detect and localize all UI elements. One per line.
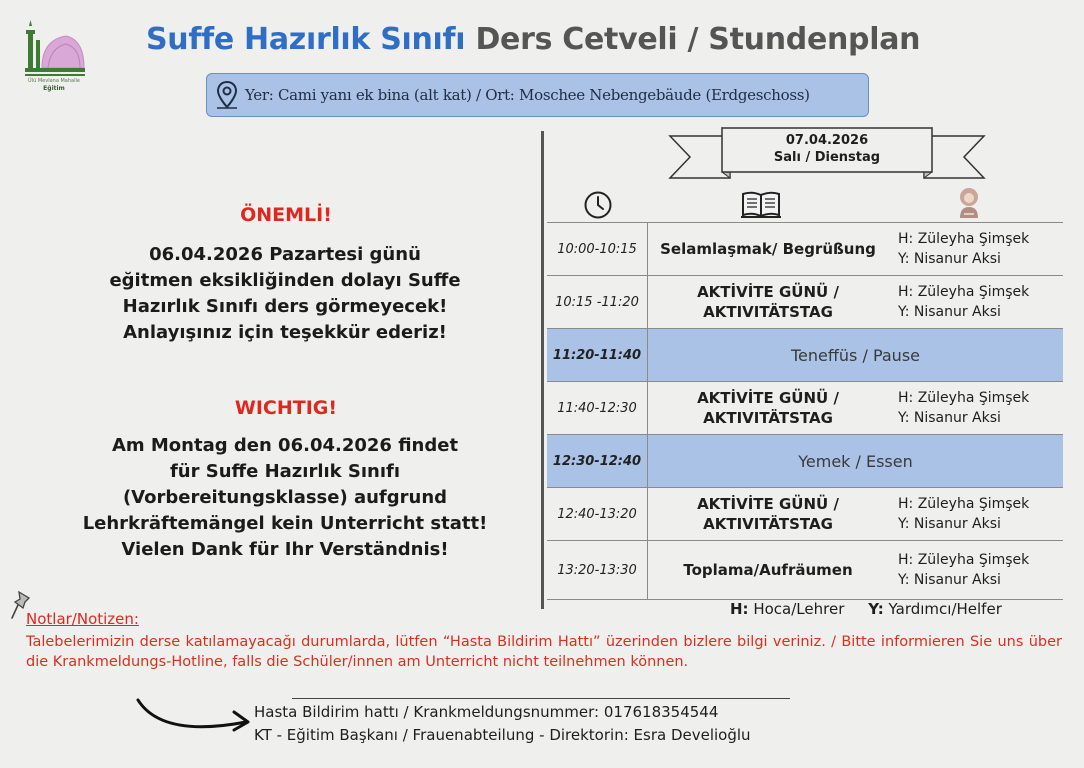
row-staff [888,541,1063,599]
logo-subtitle: Ülü Mevlana Mahalle [28,78,80,84]
row-teacher: H: Züleyha Şimşek [898,496,1030,512]
clock-icon [583,190,613,220]
teacher-icon [956,186,982,220]
schedule-row [547,487,1063,540]
row-time: 12:40-13:20 [547,488,648,540]
notice-de-body [40,433,530,563]
notice-tr-line: eğitmen eksikliğinden dolayı Suffe [109,270,461,291]
row-teacher: H: Züleyha Şimşek [898,231,1030,247]
notes-title: Notlar/Notizen: [26,610,139,628]
schedule-row [547,381,1063,434]
notice-tr-line: 06.04.2026 Pazartesi günü [149,244,421,265]
legend-y-key: Y: [868,600,884,618]
notice-tr-heading: ÖNEMLİ! [240,204,332,226]
notice-de-line: Vielen Dank für Ihr Verständnis! [121,539,449,560]
location-text: Yer: Cami yanı ek bina (alt kat) / Ort: Moschee Nebengebäude (Erdgeschoss) [245,86,810,104]
location-box [206,73,869,117]
row-staff [888,488,1063,540]
notice-de-line: für Suffe Hazırlık Sınıfı [169,461,401,482]
row-helper: Y: Nisanur Aksi [898,251,1001,267]
director-line: KT - Eğitim Başkanı / Frauenabteilung - Direktorin: Esra Develioğlu [254,726,751,744]
banner-date: 07.04.2026 [785,133,869,148]
schedule-break-row [547,434,1063,487]
row-activity: AKTİVİTE GÜNÜ / AKTIVITÄTSTAG [697,283,839,321]
schedule-row [547,222,1063,275]
row-helper: Y: Nisanur Aksi [898,572,1001,588]
row-activity: AKTİVİTE GÜNÜ / AKTIVITÄTSTAG [697,389,839,427]
title-secondary: Ders Cetveli / Stundenplan [475,22,921,57]
legend-h-value: Hoca/Lehrer [753,600,845,618]
row-activity: Toplama/Aufräumen [683,561,853,579]
row-staff [888,382,1063,434]
notice-de-line: (Vorbereitungsklasse) aufgrund [122,487,448,508]
row-time: 11:20-11:40 [547,329,648,381]
row-time: 10:15 -11:20 [547,276,648,328]
logo-name: Eğitim [43,85,65,92]
row-time: 11:40-12:30 [547,382,648,434]
row-teacher: H: Züleyha Şimşek [898,552,1030,568]
notice-de-heading: WICHTIG! [234,397,338,419]
hotline-line [254,703,718,721]
row-activity: AKTİVİTE GÜNÜ / AKTIVITÄTSTAG [697,495,839,533]
row-break-label: Teneffüs / Pause [791,345,920,365]
notice-de-line: Am Montag den 06.04.2026 findet [111,435,459,456]
notes-text: Talebelerimizin derse katılamayacağı durumlarda, lütfen “Hasta Bildirim Hattı” üzerinden bizlere bilgi veriniz. / Bitte informieren Sie uns über die Krankmeldungs-Hotline, falls die Schüler/innen am Unterricht nicht teilnehmen können. [26,634,1062,670]
row-helper: Y: Nisanur Aksi [898,410,1001,426]
contact-separator [292,698,790,699]
arrow-icon [134,694,256,742]
title-primary: Suffe Hazırlık Sınıfı [146,22,466,57]
hotline-number: 017618354544 [603,703,719,721]
row-activity: Selamlaşmak/ Begrüßung [660,240,876,258]
schedule-row [547,540,1063,600]
hotline-label: Hasta Bildirim hattı / Krankmeldungsnummer: [254,703,600,721]
notice-tr-line: Anlayışınız için teşekkür ederiz! [123,322,447,343]
row-time: 12:30-12:40 [547,435,648,487]
row-teacher: H: Züleyha Şimşek [898,284,1030,300]
schedule-table [547,222,1063,600]
page-title [146,22,920,57]
book-icon [740,190,782,220]
legend-h-key: H: [730,600,749,618]
vertical-divider [541,131,544,609]
row-time: 13:20-13:30 [547,541,648,599]
row-staff [888,223,1063,275]
schedule-break-row [547,328,1063,381]
row-break-label: Yemek / Essen [798,451,913,471]
location-icon [215,80,239,110]
schedule-row [547,275,1063,328]
row-staff [888,276,1063,328]
notice-tr-body [40,242,530,346]
notice-tr-line: Hazırlık Sınıfı ders görmeyecek! [122,296,448,317]
row-helper: Y: Nisanur Aksi [898,304,1001,320]
schedule-legend [730,600,1002,618]
row-time: 10:00-10:15 [547,223,648,275]
row-teacher: H: Züleyha Şimşek [898,390,1030,406]
legend-y-value: Yardımcı/Helfer [888,600,1002,618]
notice-de-line: Lehrkräftemängel kein Unterricht statt! [82,513,488,534]
banner-day: Salı / Dienstag [773,150,881,165]
row-helper: Y: Nisanur Aksi [898,516,1001,532]
